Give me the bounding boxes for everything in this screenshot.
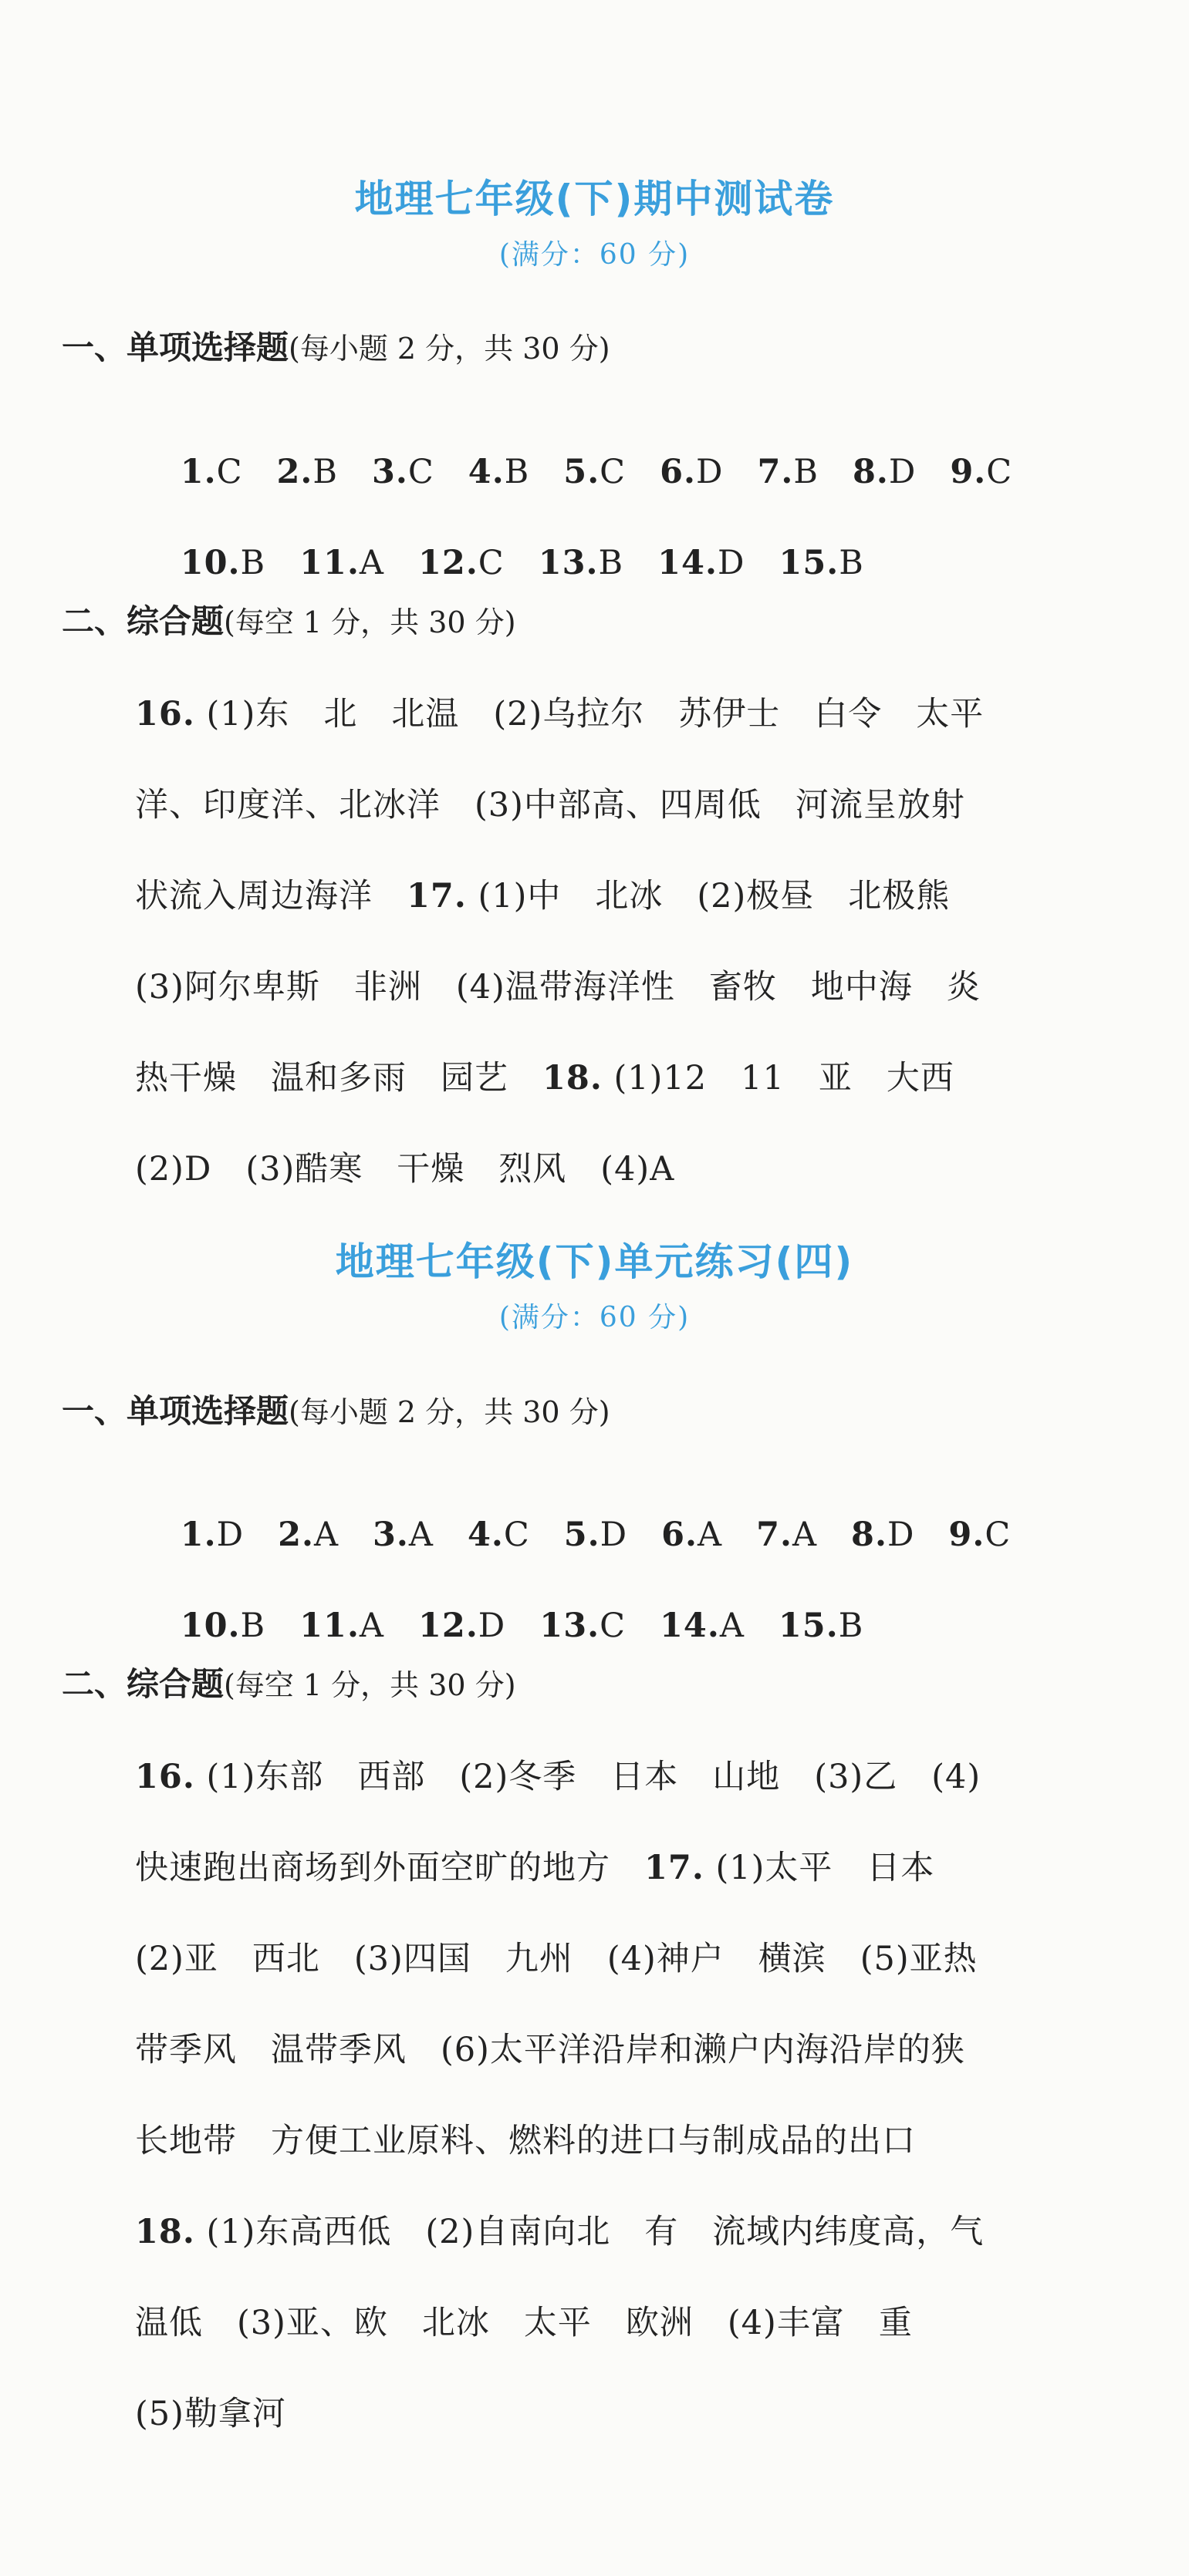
mc-answer: 13.C: [539, 1607, 626, 1645]
exam2-answer-line: 温低 (3)亚、欧 北冰 太平 欧洲 (4)丰富 重: [135, 2304, 913, 2342]
mc-answer: 2.B: [276, 453, 338, 491]
exam1-answer-line: (3)阿尔卑斯 非洲 (4)温带海洋性 畜牧 地中海 炎: [135, 968, 981, 1006]
exam1-subtitle: (满分：60 分): [498, 239, 691, 271]
exam1-answer-line: 洋、印度洋、北冰洋 (3)中部高、四周低 河流呈放射: [135, 786, 965, 824]
section-note: (每小题 2 分，共 30 分): [289, 1395, 610, 1429]
mc-answer: 12.C: [417, 544, 505, 582]
section-title: 一、单项选择题: [62, 1392, 289, 1430]
exam1-answer-line: 热干燥 温和多雨 园艺 18. (1)12 11 亚 大西: [135, 1059, 954, 1097]
exam2-answer-line: 长地带 方便工业原料、燃料的进口与制成品的出口: [135, 2122, 916, 2160]
exam2-answer-line: 快速跑出商场到外面空旷的地方 17. (1)太平 日本: [135, 1849, 935, 1887]
exam1-section1-heading: [62, 322, 610, 369]
mc-answer: 3.A: [373, 1516, 434, 1554]
mc-answer: 14.A: [660, 1607, 745, 1645]
mc-answer: 6.A: [661, 1516, 723, 1554]
mc-answer: 15.B: [779, 544, 864, 582]
mc-answer: 10.B: [180, 1607, 266, 1645]
mc-answer: 15.B: [778, 1607, 864, 1645]
exam2-answer-line: 带季风 温带季风 (6)太平洋沿岸和濑户内海沿岸的狭: [135, 2031, 965, 2069]
exam1-answer-line: 16. (1)东 北 北温 (2)乌拉尔 苏伊士 白令 太平: [135, 695, 985, 733]
mc-answer: 8.D: [851, 1516, 915, 1554]
mc-answer: 12.D: [417, 1607, 506, 1645]
mc-answer: 1.D: [180, 1516, 245, 1554]
exam1-section2-heading: [62, 596, 516, 642]
exam1-title: 地理七年级(下)期中测试卷: [354, 177, 835, 221]
exam2-subtitle: (满分：60 分): [498, 1302, 691, 1334]
exam2-section2-heading: [62, 1659, 516, 1705]
exam2-answer-line: (2)亚 西北 (3)四国 九州 (4)神户 横滨 (5)亚热: [135, 1940, 978, 1978]
mc-answer: 1.C: [180, 453, 243, 491]
exam2-title: 地理七年级(下)单元练习(四): [335, 1239, 854, 1284]
mc-answer: 11.A: [299, 544, 384, 582]
mc-answer: 3.C: [371, 453, 434, 491]
exam1-answer-line: 状流入周边海洋 17. (1)中 北冰 (2)极昼 北极熊: [135, 877, 951, 915]
section-note: (每空 1 分，共 30 分): [224, 605, 516, 639]
exam2-answer-line: (5)勒拿河: [135, 2395, 286, 2433]
mc-answer: 8.D: [852, 453, 917, 491]
mc-answer: 6.D: [660, 453, 724, 491]
mc-answer: 7.A: [756, 1516, 818, 1554]
section-note: (每小题 2 分，共 30 分): [289, 332, 610, 366]
section-note: (每空 1 分，共 30 分): [224, 1668, 516, 1702]
mc-answer: 5.C: [563, 453, 627, 491]
mc-answer: 9.C: [950, 453, 1013, 491]
section-title: 二、综合题: [62, 602, 225, 640]
mc-answer: 14.D: [657, 544, 745, 582]
mc-answer: 11.A: [299, 1607, 384, 1645]
exam1-answer-line: (2)D (3)酷寒 干燥 烈风 (4)A: [135, 1150, 675, 1189]
mc-answer: 4.C: [467, 1516, 530, 1554]
mc-answer: 5.D: [563, 1516, 628, 1554]
mc-answer: 7.B: [757, 453, 819, 491]
mc-answer: 10.B: [180, 544, 266, 582]
section-title: 二、综合题: [62, 1665, 225, 1703]
section-title: 一、单项选择题: [62, 329, 289, 366]
mc-answer: 9.C: [948, 1516, 1012, 1554]
exam2-answer-line: 16. (1)东部 西部 (2)冬季 日本 山地 (3)乙 (4): [135, 1758, 981, 1796]
mc-answer: 13.B: [538, 544, 624, 582]
exam2-section1-heading: [62, 1386, 610, 1432]
exam2-answer-line: 18. (1)东高西低 (2)自南向北 有 流域内纬度高，气: [135, 2213, 985, 2251]
mc-answer: 4.B: [468, 453, 530, 491]
mc-answer: 2.A: [278, 1516, 339, 1554]
